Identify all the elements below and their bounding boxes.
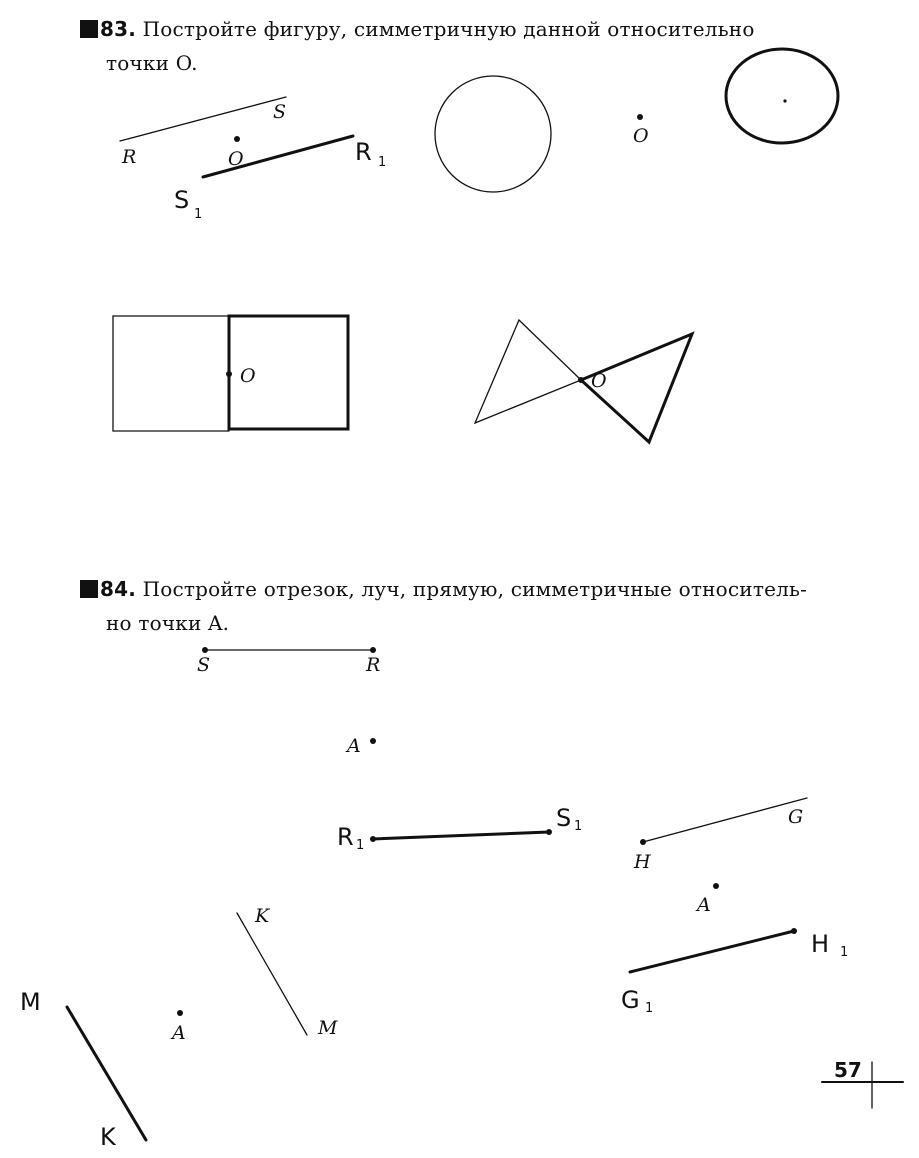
triangle-original: [475, 320, 581, 423]
hand-label-r1: R: [355, 138, 372, 166]
point-r: [370, 647, 376, 653]
hand-label-g1: G: [621, 986, 640, 1014]
point-r1: [370, 836, 376, 842]
task-83-number: 83.: [100, 17, 137, 41]
task-84-number: 84.: [100, 577, 137, 601]
point-a-2: [713, 883, 719, 889]
point-o-1: [234, 136, 240, 142]
hand-label-h1: H: [811, 930, 830, 958]
page-number: 57: [834, 1058, 862, 1082]
hand-label-s1-sub: 1: [194, 207, 203, 222]
ray-hg: [643, 798, 807, 842]
hand-label-g1-sub: 1: [645, 1001, 654, 1016]
label-o-1: O: [228, 148, 244, 170]
task-84-text: Постройте отрезок, луч, прямую, симметричные относитель-: [142, 577, 808, 601]
point-a-3: [177, 1010, 183, 1016]
hand-label-r1-84-sub: 1: [356, 838, 365, 853]
task-83-text-cont: точки O.: [106, 51, 198, 75]
point-h1: [791, 928, 797, 934]
line-km: [237, 913, 307, 1035]
hand-label-r1-84: R: [337, 823, 354, 851]
point-a-1: [370, 738, 376, 744]
segment-r1s1-image: [373, 832, 549, 839]
label-s: S: [273, 101, 287, 123]
label-a-3: A: [172, 1022, 186, 1044]
point-s1: [546, 829, 552, 835]
circle-original: [435, 76, 551, 192]
hand-label-s1-84: S: [556, 804, 572, 832]
label-o-3: O: [240, 365, 256, 387]
label-k: K: [255, 905, 270, 927]
label-g: G: [788, 806, 804, 828]
point-o-2: [637, 114, 643, 120]
task-84-text-cont: но точки A.: [106, 611, 230, 635]
segment-rs: [120, 97, 286, 141]
point-o-3: [226, 371, 232, 377]
hand-label-r1-sub: 1: [378, 155, 387, 170]
circle-center-dot: [783, 99, 786, 102]
hand-label-k: K: [100, 1123, 116, 1151]
hand-label-s1: S: [174, 186, 190, 214]
label-r: R: [122, 146, 137, 168]
label-a-2: A: [697, 894, 711, 916]
label-o-2: O: [633, 125, 649, 147]
circle-image: [726, 49, 838, 143]
rectangle-original: [113, 316, 229, 431]
point-h: [640, 839, 646, 845]
label-o-4: O: [591, 370, 607, 392]
label-a-1: A: [347, 735, 361, 757]
ray-h1g1-image: [630, 931, 794, 972]
label-m: M: [318, 1017, 338, 1039]
point-s: [202, 647, 208, 653]
line-mk-image: [67, 1007, 146, 1140]
label-h: H: [634, 851, 651, 873]
hand-label-s1-84-sub: 1: [574, 819, 583, 834]
label-s-84: S: [197, 654, 211, 676]
point-o-4: [578, 377, 584, 383]
hand-label-h1-sub: 1: [840, 945, 849, 960]
label-r-84: R: [366, 654, 381, 676]
segment-r1s1: [203, 136, 353, 177]
task-83-text: Постройте фигуру, симметричную данной относительно: [142, 17, 755, 41]
hand-label-m: M: [20, 988, 41, 1016]
